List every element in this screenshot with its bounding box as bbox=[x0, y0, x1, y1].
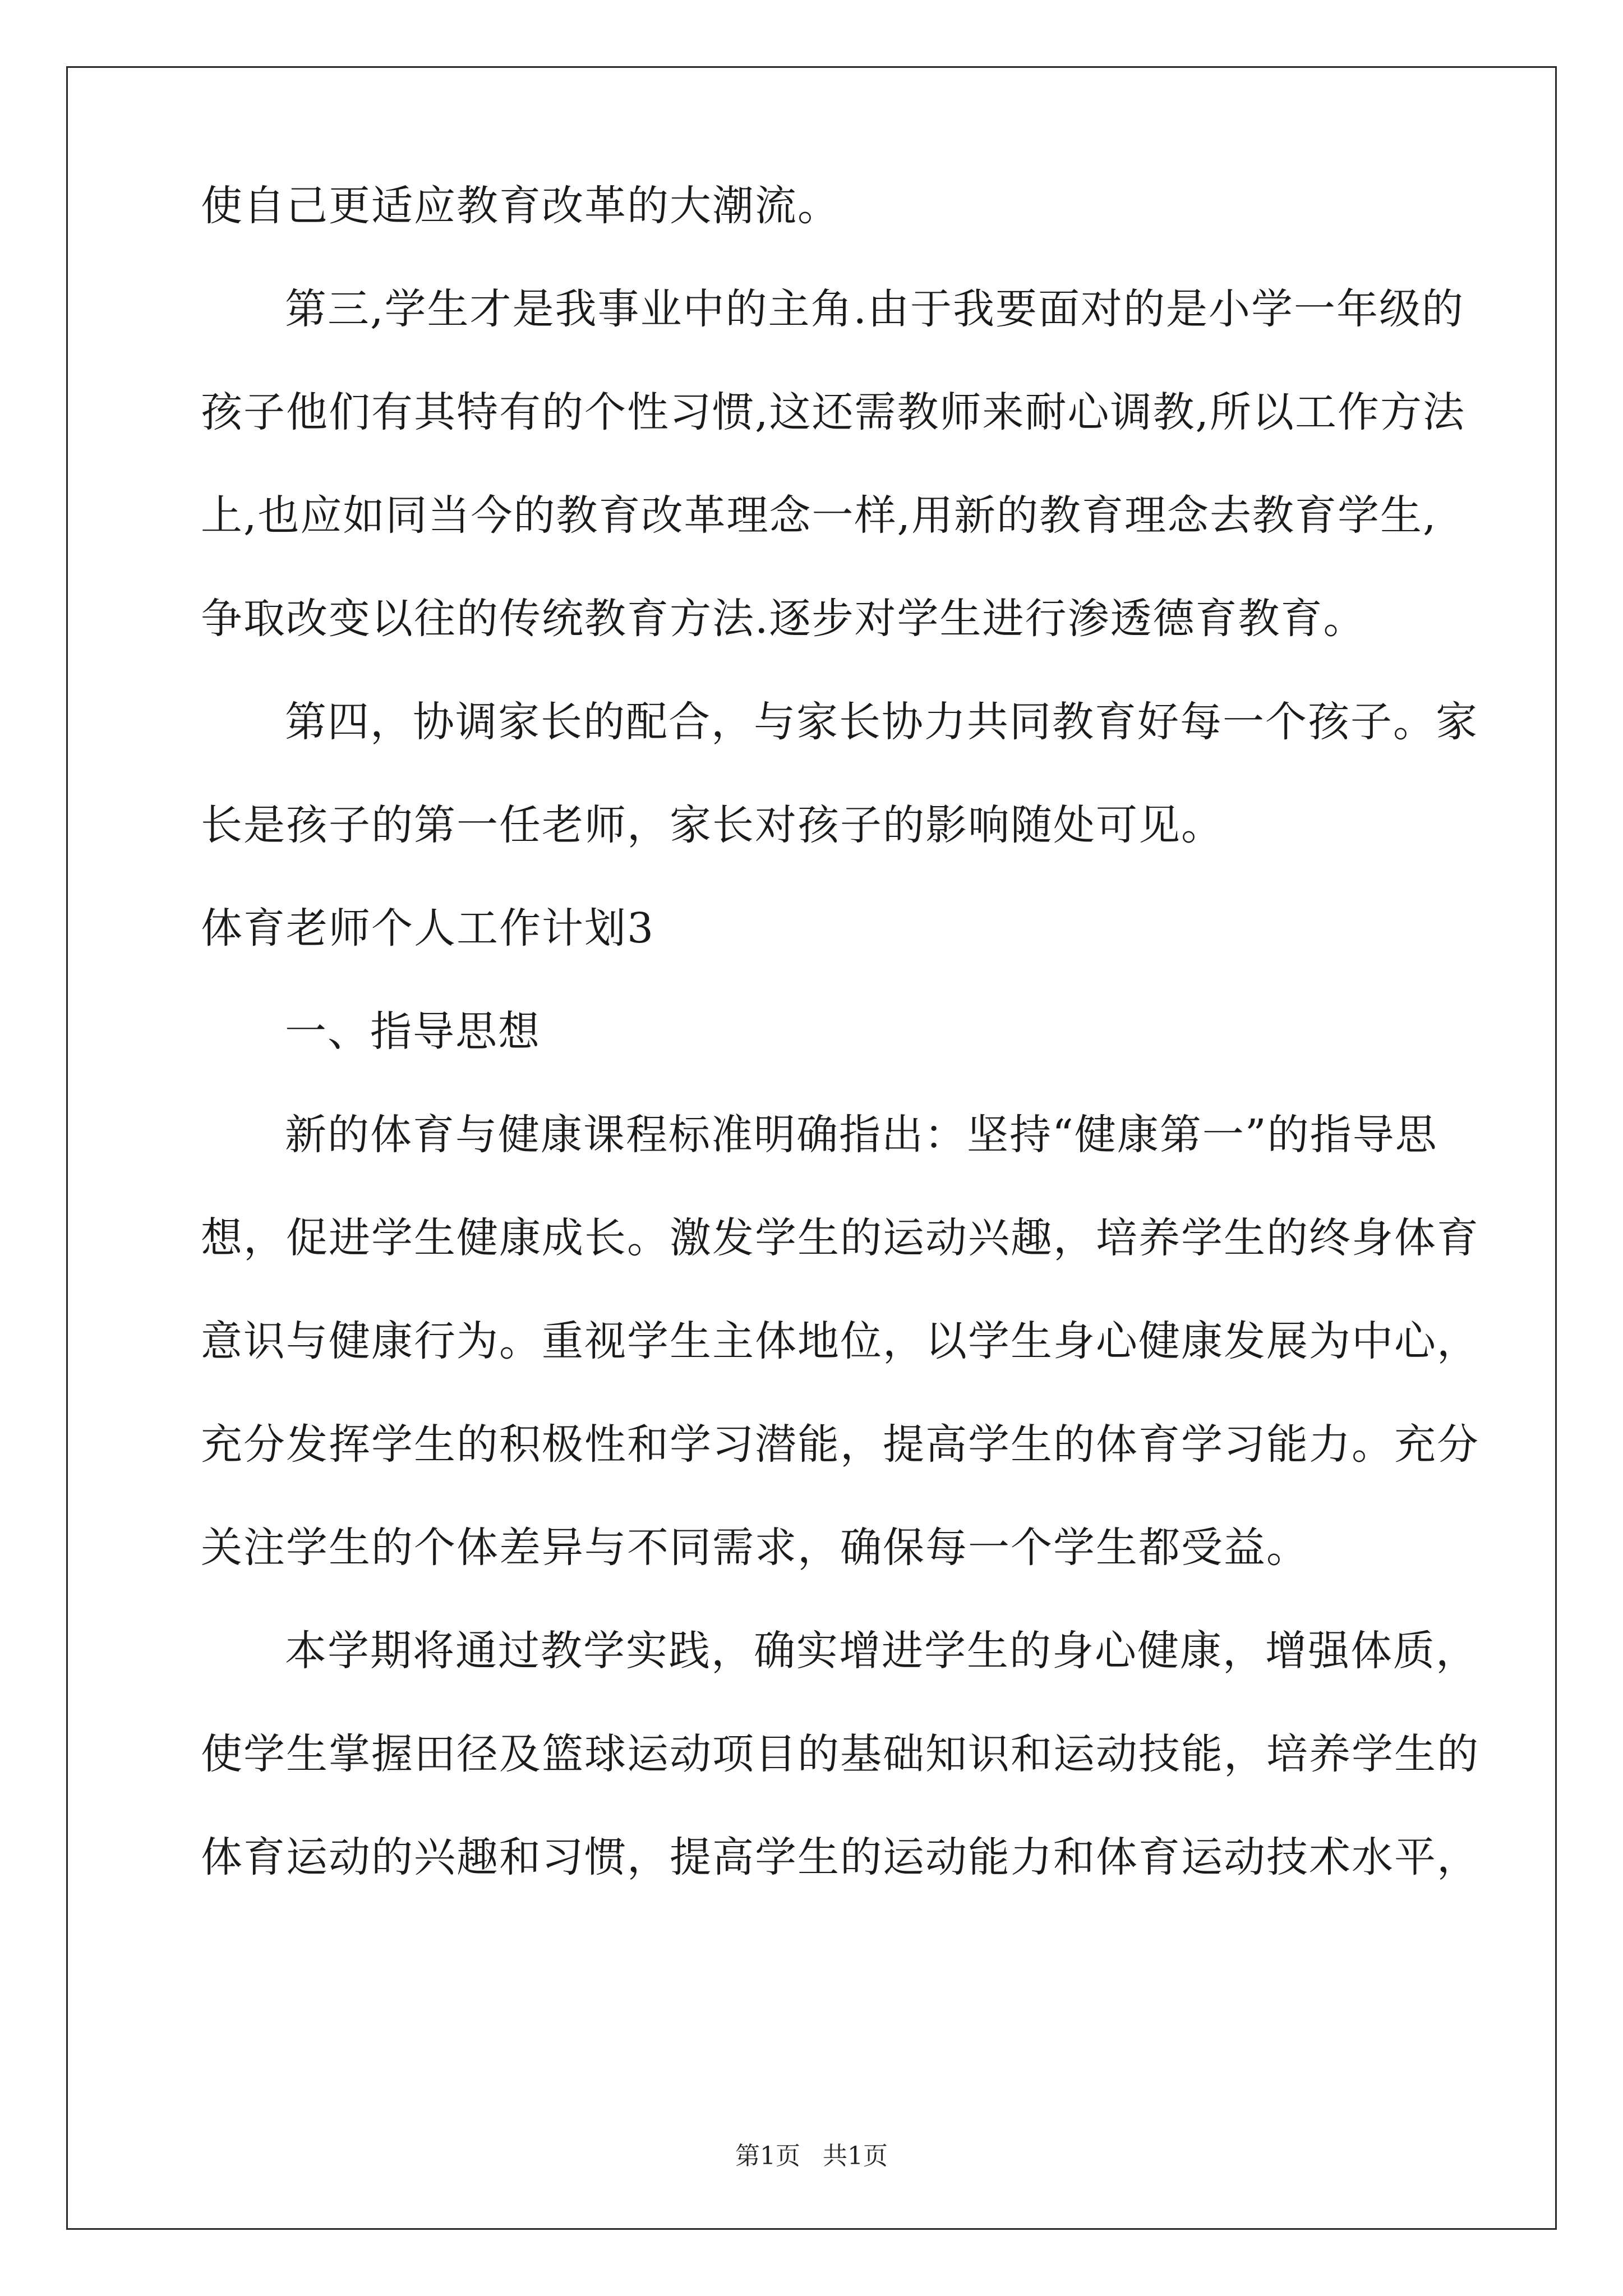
page-footer bbox=[0, 2144, 1623, 2169]
text-line: 新的体育与健康课程标准明确指出：坚持“健康第一”的指导思 bbox=[285, 1111, 1438, 1159]
text-line: 意识与健康行为。重视学生主体地位，以学生身心健康发展为中心， bbox=[201, 1317, 1479, 1365]
text-line: 争取改变以往的传统教育方法.逐步对学生进行渗透德育教育。 bbox=[201, 595, 1366, 643]
document-body bbox=[201, 182, 1479, 1940]
text-line: 第三,学生才是我事业中的主角.由于我要面对的是小学一年级的 bbox=[285, 285, 1465, 333]
text-line: 使学生掌握田径及篮球运动项目的基础知识和运动技能，培养学生的 bbox=[201, 1730, 1479, 1778]
text-line: 充分发挥学生的积极性和学习潜能，提高学生的体育学习能力。充分 bbox=[201, 1420, 1479, 1469]
text-line: 第四，协调家长的配合，与家长协力共同教育好每一个孩子。家 bbox=[285, 698, 1478, 746]
text-line: 上,也应如同当今的教育改革理念一样,用新的教育理念去教育学生, bbox=[201, 491, 1437, 540]
text-line: 孩子他们有其特有的个性习惯,这还需教师来耐心调教,所以工作方法 bbox=[201, 388, 1466, 436]
page-total: 共1页 bbox=[823, 2142, 888, 2170]
text-line: 长是孩子的第一任老师，家长对孩子的影响随处可见。 bbox=[201, 801, 1224, 849]
text-line: 体育运动的兴趣和习惯，提高学生的运动能力和体育运动技术水平， bbox=[201, 1833, 1479, 1881]
text-line: 本学期将通过教学实践，确实增进学生的身心健康，增强体质， bbox=[285, 1627, 1478, 1675]
text-line: 使自己更适应教育改革的大潮流。 bbox=[201, 182, 840, 230]
text-line: 想，促进学生健康成长。激发学生的运动兴趣，培养学生的终身体育 bbox=[201, 1214, 1479, 1262]
subsection-title: 一、指导思想 bbox=[285, 1007, 541, 1056]
text-line: 关注学生的个体差异与不同需求，确保每一个学生都受益。 bbox=[201, 1524, 1309, 1572]
section-title: 体育老师个人工作计划3 bbox=[201, 904, 655, 953]
page-number: 第1页 bbox=[735, 2142, 800, 2170]
